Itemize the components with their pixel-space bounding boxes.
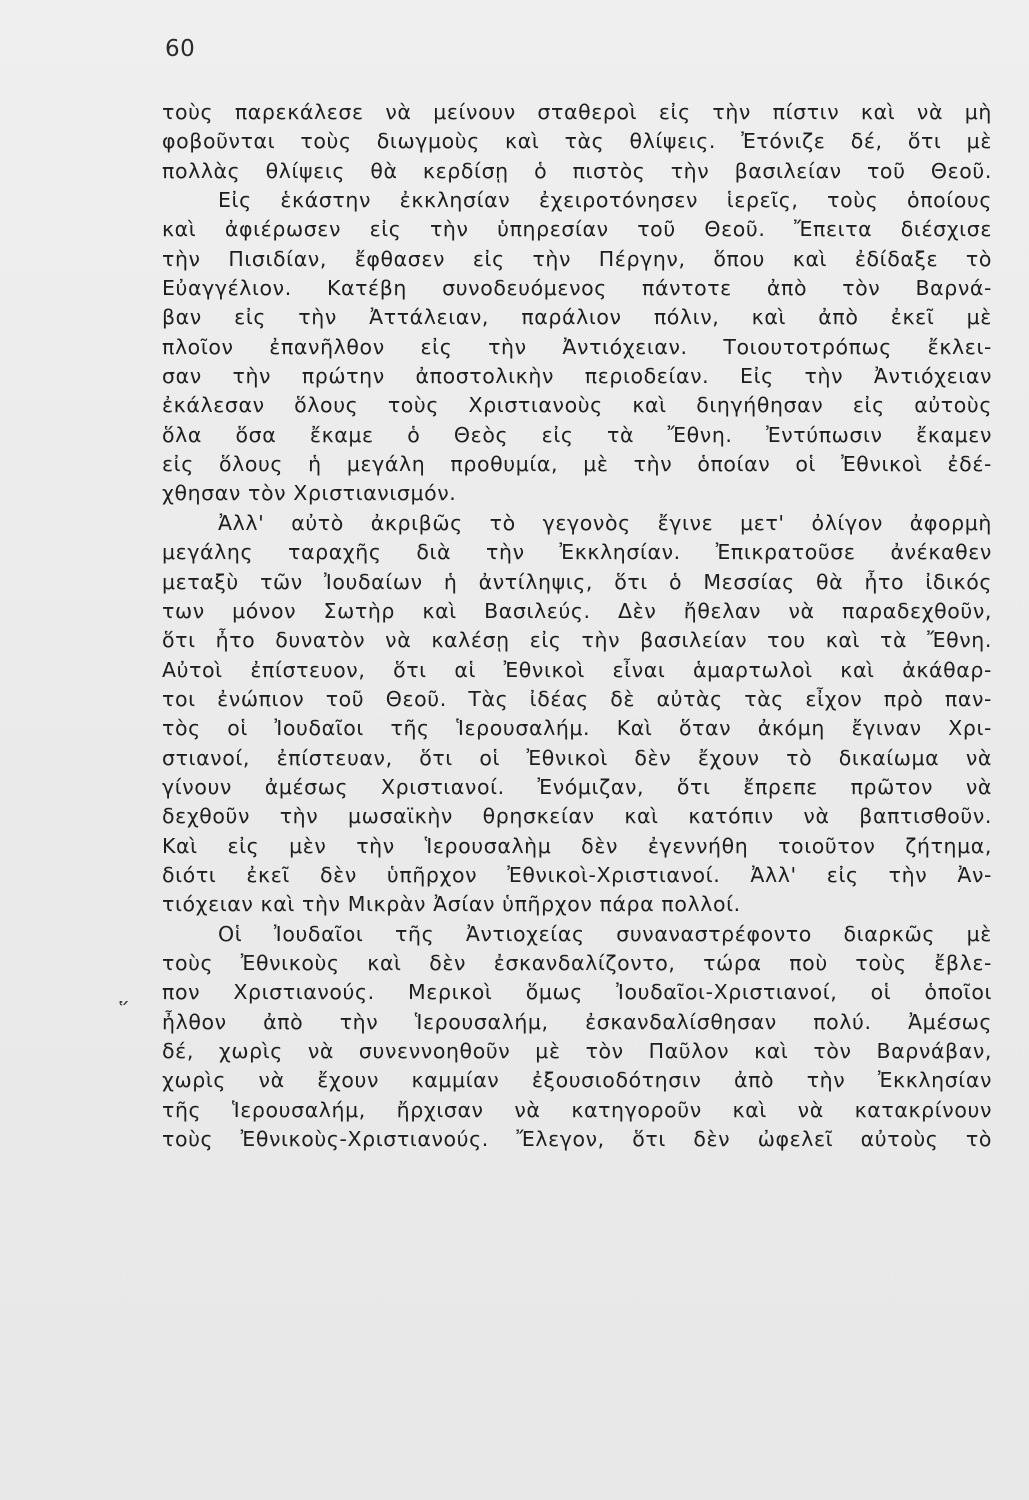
page-number: 60 bbox=[165, 36, 196, 62]
text-line: χθησαν τὸν Χριστιανισμόν. bbox=[162, 481, 457, 506]
text-line: διότι ἐκεῖ δὲν ὑπῆρχον Ἐθνικοὶ-Χριστιανοί. Ἀλλ' εἰς τὴν Ἀν- bbox=[162, 862, 992, 887]
text-line: Οἱ Ἰουδαῖοι τῆς Ἀντιοχείας συναναστρέφοντο διαρκῶς μὲ bbox=[218, 921, 992, 946]
text-line: δεχθοῦν τὴν μωσαϊκὴν θρησκείαν καὶ κατόπιν νὰ βαπτισθοῦν. bbox=[162, 804, 992, 829]
text-line: Εἰς ἑκάστην ἐκκλησίαν ἐχειροτόνησεν ἱερεῖς, τοὺς ὁποίους bbox=[218, 188, 992, 213]
text-line: βαν εἰς τὴν Ἀττάλειαν, παράλιον πόλιν, καὶ ἀπὸ ἐκεῖ μὲ bbox=[162, 305, 992, 330]
text-line: τοὺς Ἐθνικοὺς καὶ δὲν ἐσκανδαλίζοντο, τώρα ποὺ τοὺς ἔβλε- bbox=[162, 950, 992, 975]
text-line: Καὶ εἰς μὲν τὴν Ἱερουσαλὴμ δὲν ἐγεννήθη τοιοῦτον ζήτημα, bbox=[162, 833, 992, 858]
text-line: πον Χριστιανούς. Μερικοὶ ὅμως Ἰουδαῖοι-Χριστιανοί, οἱ ὁποῖοι bbox=[162, 980, 992, 1005]
text-line: Εὐαγγέλιον. Κατέβη συνοδευόμενος πάντοτε ἀπὸ τὸν Βαρνά- bbox=[162, 276, 992, 301]
text-line: τοὺς παρεκάλεσε νὰ μείνουν σταθεροὶ εἰς τὴν πίστιν καὶ νὰ μὴ bbox=[162, 100, 992, 124]
text-line: τιόχειαν καὶ τὴν Μικρὰν Ἀσίαν ὑπῆρχον πάρα πολλοί. bbox=[162, 892, 741, 917]
text-line: των μόνον Σωτὴρ καὶ Βασιλεύς. Δὲν ἤθελαν νὰ παραδεχθοῦν, bbox=[162, 598, 992, 623]
text-line: Ἀλλ' αὐτὸ ἀκριβῶς τὸ γεγονὸς ἔγινε μετ' ὀλίγον ἀφορμὴ bbox=[218, 510, 992, 535]
text-line: γίνουν ἀμέσως Χριστιανοί. Ἐνόμιζαν, ὅτι ἔπρεπε πρῶτον νὰ bbox=[162, 774, 992, 799]
text-line: ἦλθον ἀπὸ τὴν Ἱερουσαλήμ, ἐσκανδαλίσθησαν πολύ. Ἀμέσως bbox=[162, 1009, 992, 1034]
text-line: τὴν Πισιδίαν, ἔφθασεν εἰς τὴν Πέργην, ὅπου καὶ ἐδίδαξε τὸ bbox=[162, 246, 992, 271]
text-line: τοὺς Ἐθνικοὺς-Χριστιανούς. Ἔλεγον, ὅτι δὲν ὠφελεῖ αὐτοὺς τὸ bbox=[162, 1127, 992, 1152]
text-line: εἰς ὅλους ἡ μεγάλη προθυμία, μὲ τὴν ὁποίαν οἱ Ἐθνικοὶ ἐδέ- bbox=[162, 452, 992, 477]
text-line: τὸς οἱ Ἰουδαῖοι τῆς Ἱερουσαλήμ. Καὶ ὅταν ἀκόμη ἔγιναν Χρι- bbox=[162, 716, 992, 741]
text-line: τοι ἐνώπιον τοῦ Θεοῦ. Τὰς ἰδέας δὲ αὐτὰς τὰς εἶχον πρὸ παν- bbox=[162, 686, 992, 711]
text-line: Αὐτοὶ ἐπίστευον, ὅτι αἱ Ἐθνικοὶ εἶναι ἁμαρτωλοὶ καὶ ἀκάθαρ- bbox=[162, 657, 992, 682]
text-line: ὅτι ἦτο δυνατὸν νὰ καλέσῃ εἰς τὴν βασιλείαν του καὶ τὰ Ἔθνη. bbox=[162, 628, 992, 653]
body-text bbox=[162, 98, 992, 1154]
text-line: τῆς Ἱερουσαλήμ, ἤρχισαν νὰ κατηγοροῦν καὶ νὰ κατακρίνουν bbox=[162, 1097, 992, 1122]
text-line: σαν τὴν πρώτην ἀποστολικὴν περιοδείαν. Εἰς τὴν Ἀντιόχειαν bbox=[162, 364, 992, 389]
text-line: καὶ ἀφιέρωσεν εἰς τὴν ὑπηρεσίαν τοῦ Θεοῦ. Ἔπειτα διέσχισε bbox=[162, 217, 992, 242]
text-line: μεταξὺ τῶν Ἰουδαίων ἡ ἀντίληψις, ὅτι ὁ Μεσσίας θὰ ἦτο ἰδικός bbox=[162, 569, 992, 594]
text-line: ὅλα ὅσα ἔκαμε ὁ Θεὸς εἰς τὰ Ἔθνη. Ἐντύπωσιν ἔκαμεν bbox=[162, 422, 992, 447]
text-line: πολλὰς θλίψεις θὰ κερδίσῃ ὁ πιστὸς τὴν βασιλείαν τοῦ Θεοῦ. bbox=[162, 158, 992, 183]
text-line: χωρὶς νὰ ἔχουν καμμίαν ἐξουσιοδότησιν ἀπὸ τὴν Ἐκκλησίαν bbox=[162, 1068, 992, 1093]
text-line: φοβοῦνται τοὺς διωγμοὺς καὶ τὰς θλίψεις. Ἐτόνιζε δέ, ὅτι μὲ bbox=[162, 129, 992, 154]
margin-mark: ῞ bbox=[118, 1000, 129, 1025]
text-line: πλοῖον ἐπανῆλθον εἰς τὴν Ἀντιόχειαν. Τοιουτοτρόπως ἔκλει- bbox=[162, 334, 992, 359]
text-line: μεγάλης ταραχῆς διὰ τὴν Ἐκκλησίαν. Ἐπικρατοῦσε ἀνέκαθεν bbox=[162, 540, 992, 565]
text-line: στιανοί, ἐπίστευαν, ὅτι οἱ Ἐθνικοὶ δὲν ἔχουν τὸ δικαίωμα νὰ bbox=[162, 745, 992, 770]
text-line: ἐκάλεσαν ὅλους τοὺς Χριστιανοὺς καὶ διηγήθησαν εἰς αὐτοὺς bbox=[162, 393, 992, 418]
text-line: δέ, χωρὶς νὰ συνεννοηθοῦν μὲ τὸν Παῦλον καὶ τὸν Βαρνάβαν, bbox=[162, 1039, 992, 1063]
